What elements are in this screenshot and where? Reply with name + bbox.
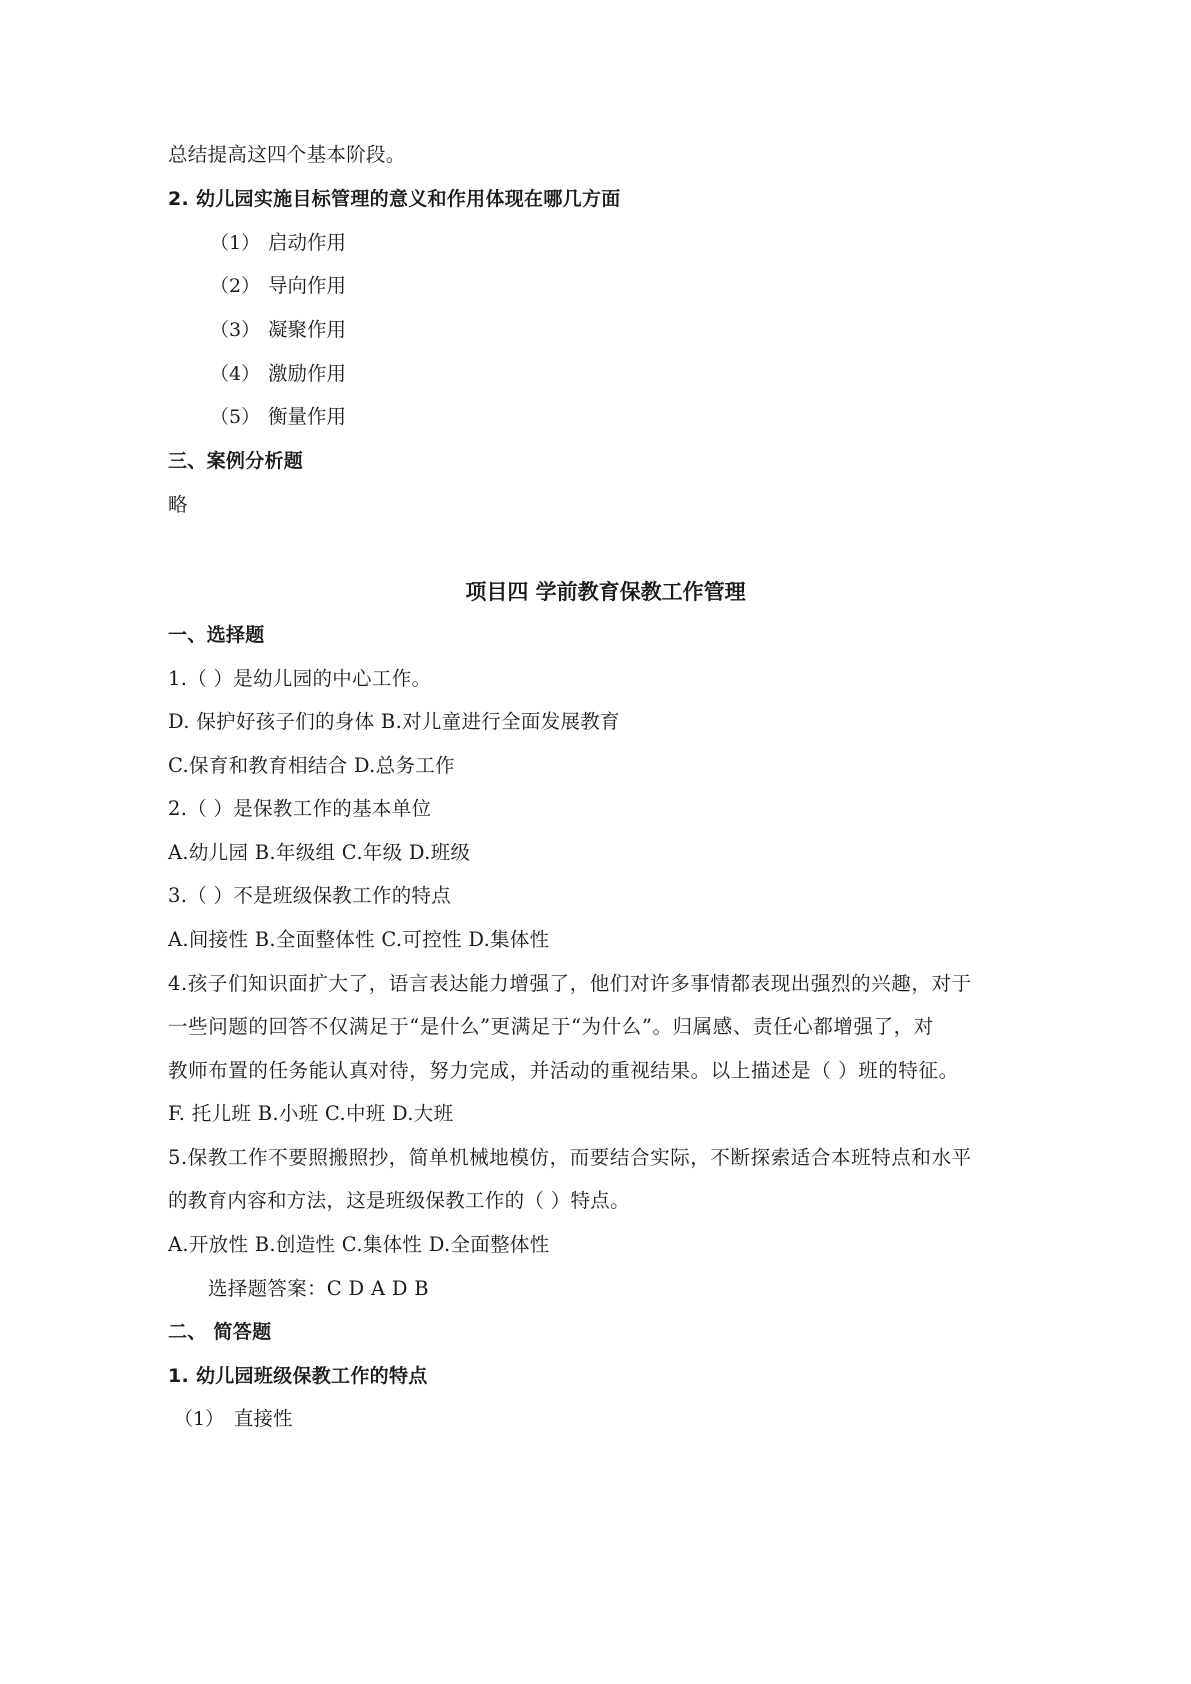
list-item-text: 导向作用 — [268, 274, 347, 297]
option-line: A.幼儿园 B.年级组 C.年级 D.班级 — [168, 841, 471, 864]
list-item-text: 凝聚作用 — [268, 318, 347, 341]
option-line: A.开放性 B.创造性 C.集体性 D.全面整体性 — [168, 1233, 550, 1256]
list-item-number: （1） — [174, 1408, 225, 1430]
question-line: 2.（ ）是保教工作的基本单位 — [168, 797, 432, 820]
choice-section-heading: 一、选择题 — [168, 624, 265, 646]
list-item-text: 衡量作用 — [268, 405, 347, 428]
question-line: 的教育内容和方法，这是班级保教工作的（ ）特点。 — [168, 1189, 630, 1212]
list-item-number: （1） — [210, 232, 261, 254]
option-line: A.间接性 B.全面整体性 C.可控性 D.集体性 — [168, 928, 550, 951]
option-line: C.保育和教育相结合 D.总务工作 — [168, 754, 455, 777]
question-line: 一些问题的回答不仅满足于“是什么”更满足于“为什么”。归属感、责任心都增强了，对 — [168, 1015, 934, 1038]
list-item-number: （3） — [210, 319, 261, 341]
question-line: 5.保教工作不要照搬照抄，简单机械地模仿，而要结合实际，不断探索适合本班特点和水平 — [168, 1146, 972, 1169]
question-line: 1.（ ）是幼儿园的中心工作。 — [168, 667, 432, 690]
list-item-number: （4） — [210, 363, 261, 385]
list-item-number: （2） — [210, 275, 261, 297]
case-analysis-heading: 三、案例分析题 — [168, 450, 304, 472]
choice-answer-key: 选择题答案：C D A D B — [208, 1277, 429, 1300]
short-q1-heading: 1. 幼儿园班级保教工作的特点 — [168, 1365, 428, 1387]
list-item-text: 激励作用 — [268, 362, 347, 385]
question-line: 3.（ ）不是班级保教工作的特点 — [168, 884, 452, 907]
project-title: 项目四 学前教育保教工作管理 — [465, 580, 746, 604]
option-line: F. 托儿班 B.小班 C.中班 D.大班 — [168, 1102, 454, 1125]
case-analysis-answer: 略 — [168, 493, 188, 516]
continuation-text: 总结提高这四个基本阶段。 — [168, 143, 406, 166]
list-item-text: 直接性 — [234, 1407, 293, 1430]
q2-heading: 2. 幼儿园实施目标管理的意义和作用体现在哪几方面 — [168, 188, 621, 210]
short-answer-heading: 二、 简答题 — [168, 1321, 272, 1343]
question-line: 4.孩子们知识面扩大了，语言表达能力增强了，他们对许多事情都表现出强烈的兴趣，对于 — [168, 972, 972, 995]
question-line: 教师布置的任务能认真对待，努力完成，并活动的重视结果。以上描述是（ ）班的特征。 — [168, 1059, 959, 1082]
list-item-text: 启动作用 — [268, 231, 347, 254]
list-item-number: （5） — [210, 406, 261, 428]
option-line: D. 保护好孩子们的身体 B.对儿童进行全面发展教育 — [168, 710, 620, 733]
